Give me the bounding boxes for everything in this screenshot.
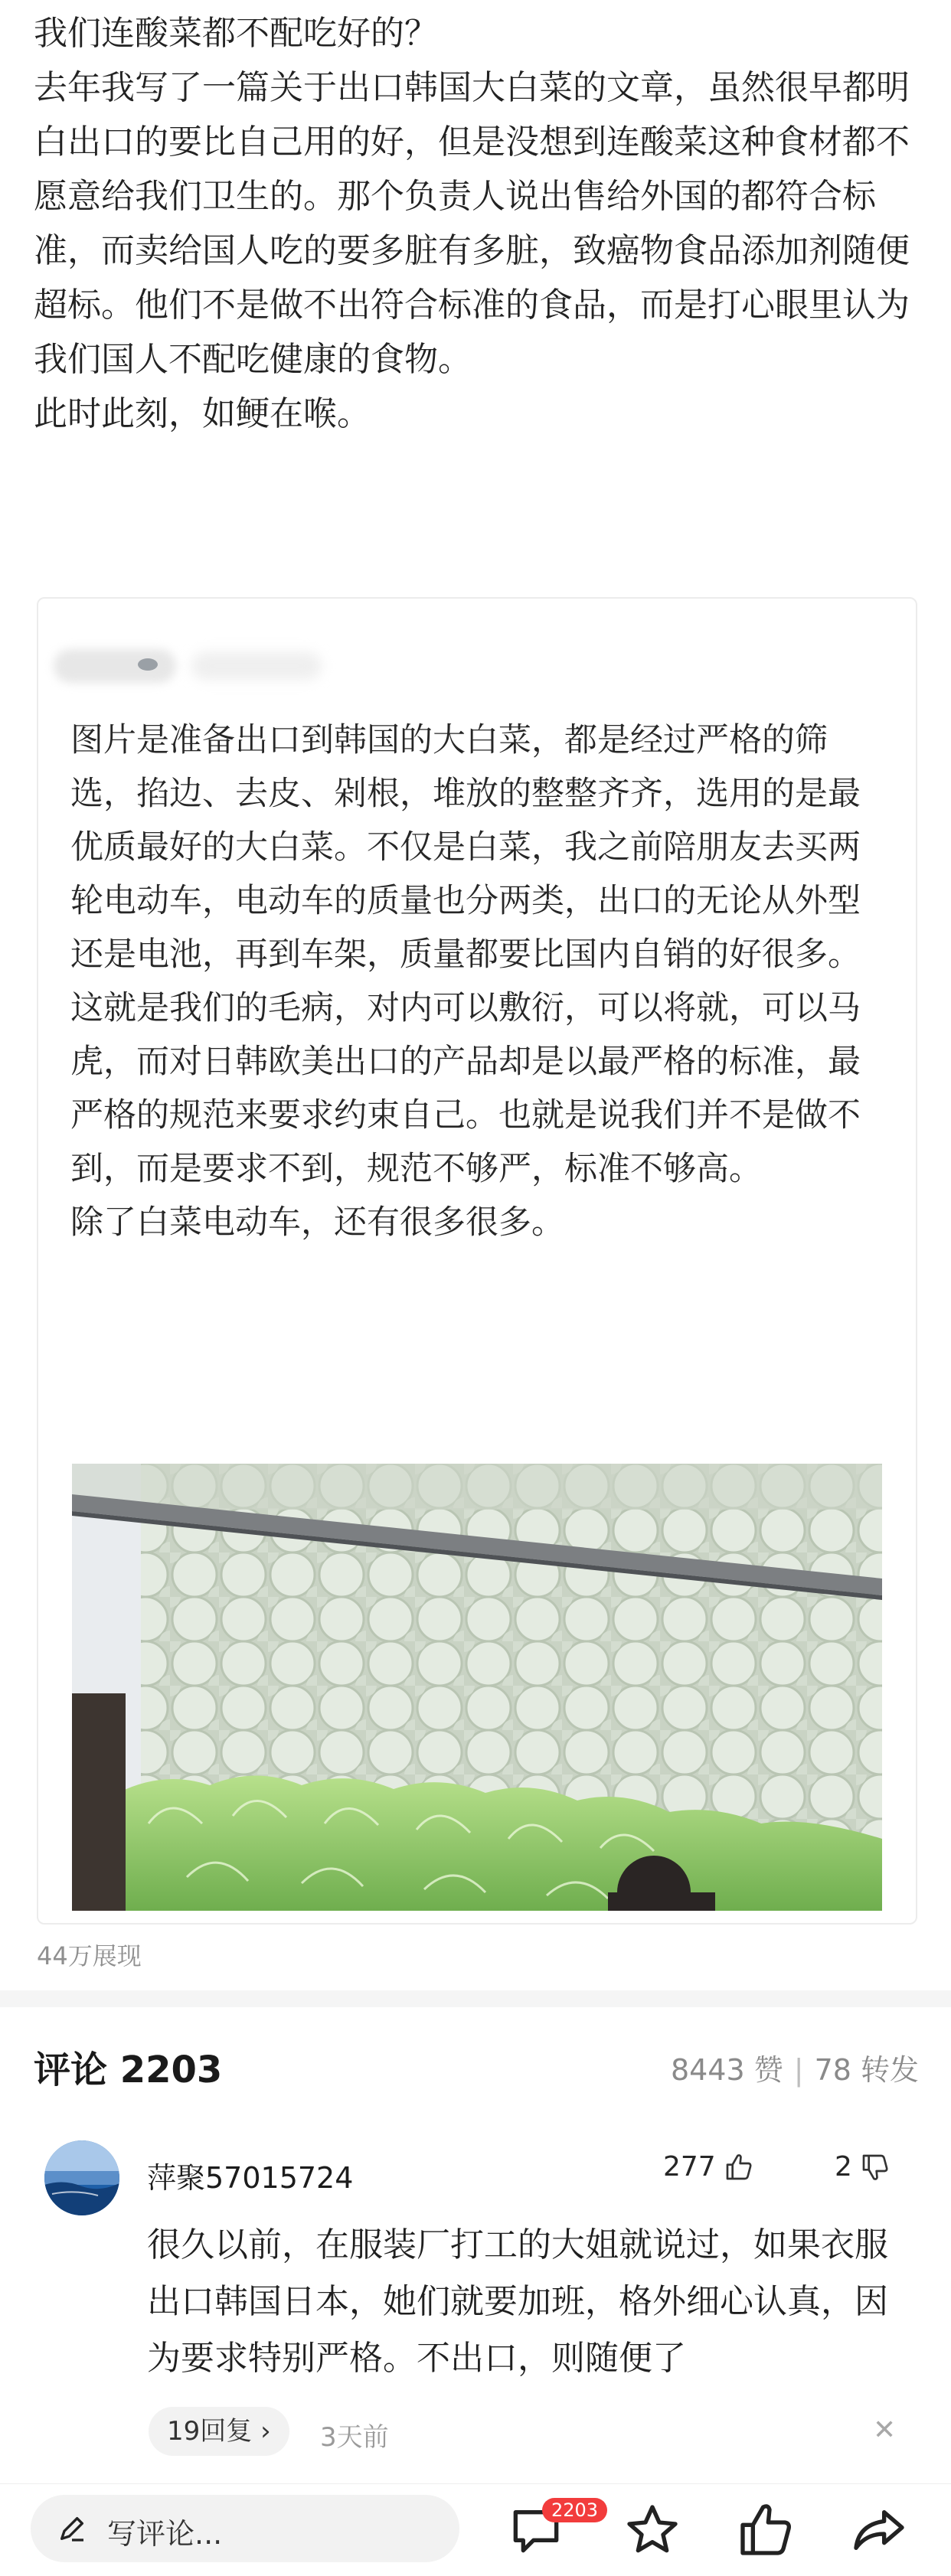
close-icon[interactable]: ✕ [873, 2414, 897, 2446]
comment-text: 很久以前，在服装厂打工的大姐就说过，如果衣服出口韩国日本，她们就要加班，格外细心认真，因为要求特别严格。不出口，则随便了 [147, 2225, 888, 2378]
thumb-down-icon [860, 2152, 891, 2183]
quoted-author-blurred [54, 645, 360, 691]
comments-title: 评论 2203 [34, 2049, 223, 2091]
quote-paragraph: 图片是准备出口到韩国的大白菜，都是经过严格的筛选，掐边、去皮、剁根，堆放的整整齐齐，选用的是最优质最好的大白菜。不仅是白菜，我之前陪朋友去买两轮电动车，电动车的质量也分两类，出口的无论从外型还是电池，再到车架，质量都要比国内自销的好很多。 [70, 721, 861, 974]
section-divider [0, 1990, 951, 2007]
blurred-icon [138, 658, 158, 671]
comment-item [0, 2128, 951, 2488]
quoted-post-text [70, 713, 882, 1249]
comment-dislike-button[interactable] [835, 2151, 891, 2183]
comment-dislike-count: 2 [835, 2151, 852, 2183]
blurred-avatar [54, 649, 176, 683]
avatar-image [44, 2140, 119, 2215]
post-body [34, 6, 922, 441]
comment-like-button[interactable] [663, 2151, 754, 2183]
post-paragraph: 去年我写了一篇关于出口韩国大白菜的文章，虽然很早都明白出口的要比自己用的好，但是没想到连酸菜这种食材都不愿意给我们卫生的。那个负责人说出售给外国的都符合标准，而卖给国人吃的要多脏有多脏，致癌物食品添加剂随便超标。他们不是做不出符合标准的食品，而是打心眼里认为我们国人不配吃健康的食物。 [34, 68, 910, 379]
comments-header [34, 2040, 919, 2094]
write-comment-placeholder: 写评论... [107, 2517, 223, 2551]
quoted-post-card[interactable] [37, 597, 917, 1925]
comment-like-count: 277 [663, 2151, 716, 2183]
share-icon[interactable] [848, 2499, 910, 2561]
quote-paragraph: 除了白菜电动车，还有很多很多。 [70, 1203, 564, 1242]
cabbage-photo-graphic [72, 1464, 882, 1911]
star-icon[interactable] [622, 2499, 683, 2561]
thumb-up-icon [724, 2152, 754, 2183]
like-total[interactable]: 8443 赞 [670, 2053, 783, 2087]
repost-total[interactable]: 78 转发 [814, 2053, 919, 2087]
post-stats [671, 2046, 919, 2088]
cabbage-photo[interactable] [72, 1464, 882, 1911]
like-icon[interactable] [735, 2499, 796, 2561]
pencil-icon [57, 2513, 87, 2544]
view-replies-button[interactable]: 19回复 › [149, 2407, 289, 2456]
view-count: 44万展现 [37, 1941, 142, 1970]
avatar[interactable] [44, 2140, 119, 2215]
quote-paragraph: 这就是我们的毛病，对内可以敷衍，可以将就，可以马虎，而对日韩欧美出口的产品却是以最严格的标准，最严格的规范来要求约束自己。也就是说我们并不是做不到，而是要求不到，规范不够严，标准不够高。 [70, 989, 861, 1188]
comment-username[interactable]: 萍聚57015724 [147, 2161, 354, 2195]
comment-time: 3天前 [320, 2422, 389, 2453]
post-paragraph: 此时此刻，如鲠在喉。 [34, 394, 371, 433]
blurred-username [191, 652, 322, 680]
write-comment-input[interactable] [31, 2495, 459, 2562]
bottom-action-bar [0, 2483, 951, 2576]
post-paragraph: 我们连酸菜都不配吃好的？ [34, 14, 438, 53]
stats-separator: | [793, 2053, 804, 2087]
comment-count-badge: 2203 [542, 2498, 607, 2522]
